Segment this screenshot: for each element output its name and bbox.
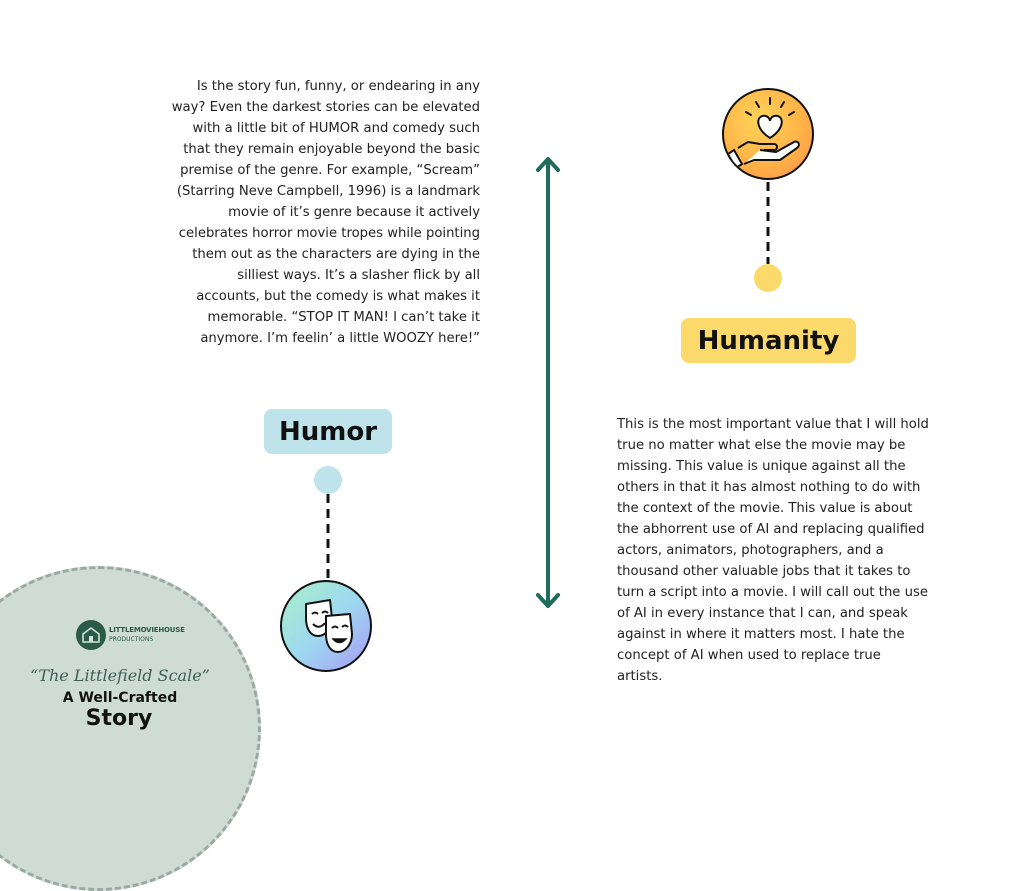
house-logo-icon: [76, 620, 106, 650]
logo-sub: PRODUCTIONS: [109, 636, 154, 643]
humor-label: Humor: [264, 409, 392, 454]
logo-name: LITTLEMOVIEHOUSE: [109, 626, 185, 634]
humanity-description: This is the most important value that I will hold true no matter what else the movie may be missing. This value is unique against all the others in that it has almost nothing to do with the context of the movie. This value is about the abhorrent use of AI and replacing qualified actors, animators, photographers, and a thousand other valuable jobs that it takes to turn a script into a movie. I will call out the use of AI in every instance that I can, and speak against in where it matters most. I hate the concept of AI when used to replace true artists.: [617, 417, 929, 684]
humor-description: Is the story fun, funny, or endearing in any way? Even the darkest stories can be elevated with a little bit of HUMOR and comedy such that they remain enjoyable beyond the basic premise of the genre. For example, “Scream” (Starring Neve Campbell, 1996) is a landmark movie of it’s genre because it actively celebrates horror movie tropes while pointing them out as the characters are dying in the silliest ways. It’s a slasher flick by all accounts, but the comedy is what makes it memorable. “STOP IT MAN! I can’t take it anymore. I’m feelin’ a little WOOZY here!”: [171, 79, 480, 346]
scale-title: “The Littlefield Scale”: [30, 666, 210, 685]
badge-subtitle: A Well-Crafted: [62, 690, 178, 706]
company-logo: [76, 620, 185, 650]
badge-title: Story: [85, 706, 153, 731]
humor-connector: [310, 464, 346, 582]
humanity-connector: [750, 178, 786, 296]
humanity-label: Humanity: [681, 318, 856, 363]
double-arrow: [530, 150, 566, 615]
heart-in-hand-icon: [722, 88, 814, 180]
theater-masks-icon: [280, 580, 372, 672]
